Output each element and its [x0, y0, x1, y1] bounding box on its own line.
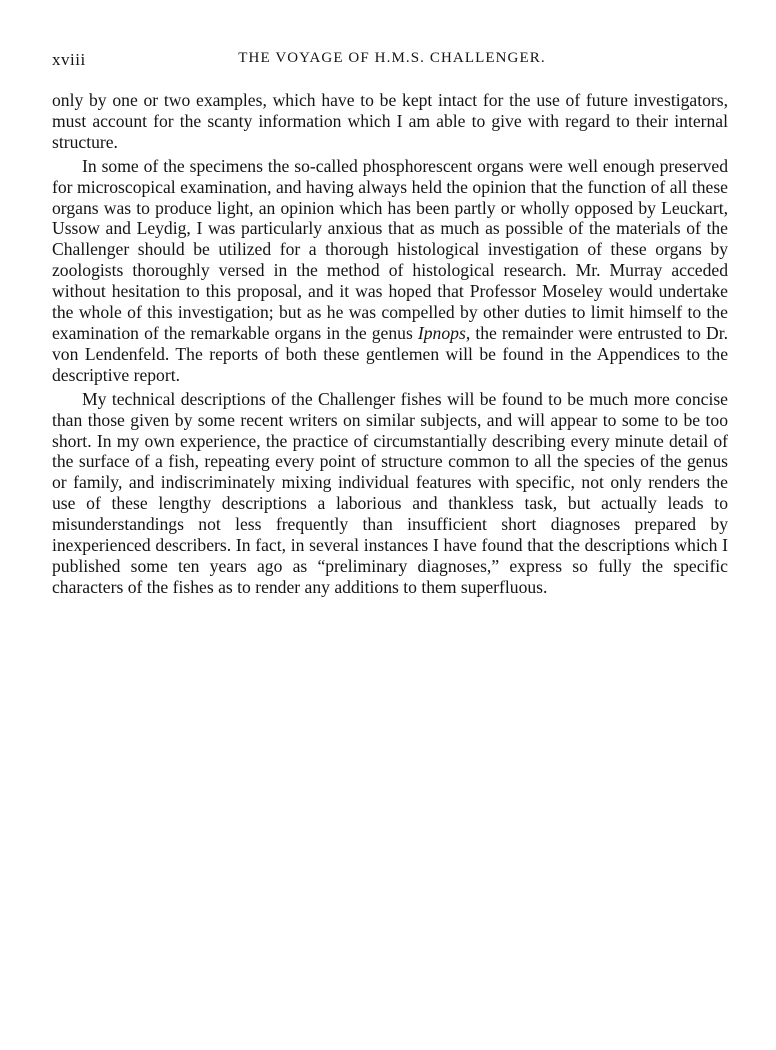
page-header	[52, 50, 728, 72]
italic-genus-name: Ipnops	[417, 322, 466, 343]
paragraph-text-part: , the remainder were entrusted to Dr. von Lendenfeld. The reports of both these gentlemen will be found in the Appendices to the descriptive report.	[52, 322, 729, 385]
body-text	[52, 90, 728, 598]
paragraph-text-part: In some of the specimens the so-called phosphorescent organs were well enough preserved for microscopical examination, and having always held the opinion that the function of all these organs was to produce light, an opinion which has been partly or wholly opposed by Leuckart, Ussow and Leydig, I was particularly anxious that as much as possible of the materials of the Challenger should be utilized for a thorough histological investigation of these organs by zoologists thoroughly versed in the method of histological research. Mr. Murray acceded without hesitation to this proposal, and it was hoped that Professor Moseley would undertake the whole of this investigation; but as he was compelled by other duties to limit himself to the examination of the remarkable organs in the genus	[52, 155, 728, 343]
running-title: THE VOYAGE OF H.M.S. CHALLENGER.	[238, 50, 546, 66]
paragraph-technical-descriptions: My technical descriptions of the Challenger fishes will be found to be much more concise than those given by some recent writers on similar subjects, and will appear to some to be too short. In my own experience, the practice of circumstantially describing every minute detail of the surface of a fish, repeating every point of structure common to all the species of the genus or family, and indiscriminately mixing individual features with specific, not only renders the use of these lengthy descriptions a laborious and thankless task, but actually leads to misunderstandings not less frequently than insufficient short diagnoses prepared by inexperienced describers. In fact, in several instances I have found that the descriptions which I published some ten years ago as “preliminary diagnoses,” express so fully the specific characters of the fishes as to render any additions to them superfluous.	[52, 388, 728, 597]
page-number: xviii	[52, 50, 86, 69]
paragraph-phosphorescent-organs	[52, 156, 728, 386]
paragraph-continuation: only by one or two examples, which have to be kept intact for the use of future investigators, must account for the scanty information which I am able to give with regard to their internal structure.	[52, 90, 728, 152]
